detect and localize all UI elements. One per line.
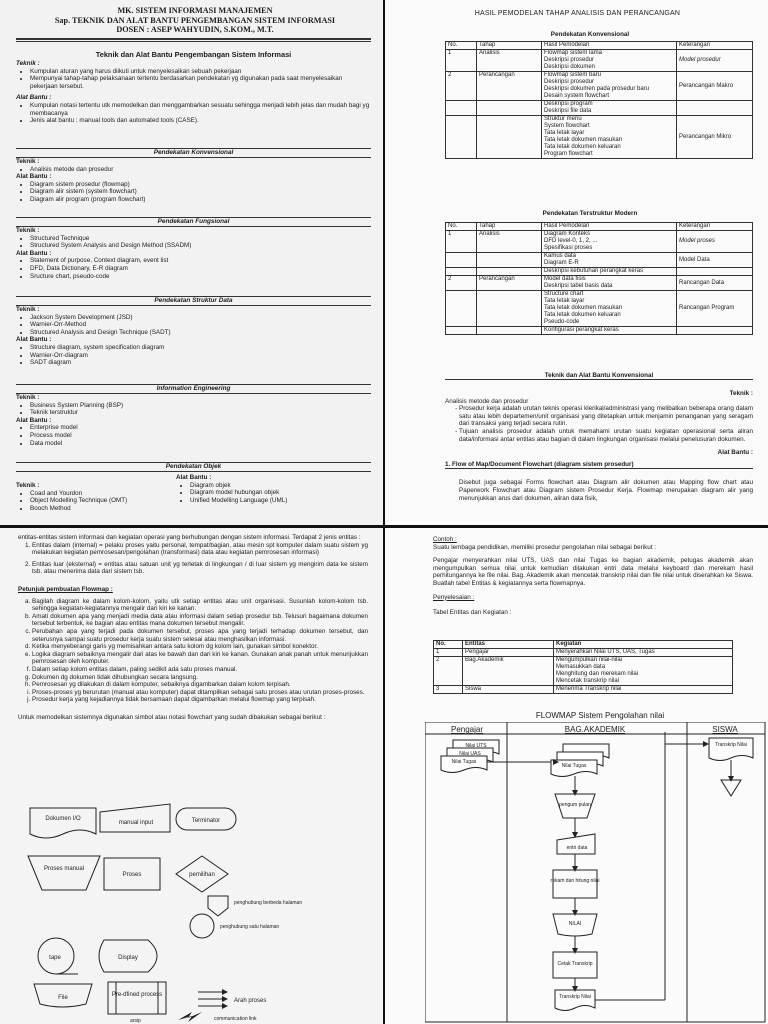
alat-label: Alat Bantu : (16, 94, 52, 102)
cell (542, 291, 677, 327)
cell: Menerima Transkrip nilai (554, 686, 733, 694)
list-item: j. Prosedur kerja yang kejadiannya tidak bersamaan dapat digambarkan melalui flowmap yang terpisah. (32, 696, 368, 704)
teknik-intro: Analisis metode dan prosedur (445, 397, 529, 405)
cell (477, 116, 542, 159)
header-line-3: DOSEN : ASEP WAHYUDIN, S.KOM., M.T. (116, 25, 274, 34)
step-label: entri data (566, 845, 588, 851)
manual-process-symbol (28, 856, 100, 890)
list-item: a. Bagilah diagram ke dalam kolom-kolom, yaitu utk setiap entitas atau unit organisasi. Susunlah kolom-kolom tsb. sehingga kegiatan-kegiatannya mengalir dari kiri ke kanan. (32, 598, 368, 613)
table-row (446, 116, 753, 159)
alat-label: Alat Bantu : (16, 416, 52, 424)
intro-text: entitas-entitas sistem informasi dan kegiatan operasi yang berhubungan dengan sistem informasi. Terdapat 2 jenis entitas : (18, 534, 361, 541)
step-label: Cetak Transkrip (557, 961, 593, 967)
header-line-2: Sap. TEKNIK DAN ALAT BANTU PENGEMBANGAN SISTEM INFORMASI (54, 15, 336, 25)
table-terstruktur (445, 222, 753, 335)
cell-line: Deskripsi file data (544, 108, 592, 114)
cell-line: Struktur menu (544, 116, 582, 122)
doc-label: Nilai Tugas (451, 759, 477, 765)
section-information-engineering (16, 384, 371, 447)
symbol-label: Pre-dfined process (111, 992, 163, 998)
cell-line: Kamus data (544, 253, 577, 259)
manual-input-symbol (100, 804, 170, 832)
header-rule-2 (16, 41, 371, 42)
arrow-head (222, 989, 228, 995)
symbol-label: pemilihan (189, 872, 215, 878)
step-label: rekam dan hitung nilai (550, 878, 600, 884)
table-row (446, 291, 753, 327)
cell (477, 253, 542, 268)
list-item: • DFD, Data Dictionary, E-R diagram (30, 265, 371, 273)
cell: Menyerahkan Nilai UTS, UAS, Tugas (554, 649, 733, 657)
arrow-head (728, 776, 734, 782)
cell-line: Model data fisis (544, 276, 586, 282)
col-header: No. (446, 42, 477, 50)
section-title: Teknik dan Alat Bantu Konvensional (445, 372, 753, 380)
arrow-head (572, 910, 578, 916)
cell: Rancangan Data (677, 276, 753, 291)
cell: Perancangan Mikro (677, 116, 753, 159)
cell (446, 101, 477, 116)
contoh-block (433, 536, 753, 617)
cell-line: Deskripsi prosedur (544, 79, 595, 85)
list-item: 1. Entitas dalam (internal) = pelaku proses yaitu personal, tempat/bagian, atau mesin spt komputer dalam suatu sistem yg melakukan kegiatan pemrosesan/pengolahan (transformasi) data atau kegiatan pemrosesan informasi) (32, 542, 368, 557)
section-title: Pendekatan Objek (16, 462, 371, 472)
page-bottom-left (0, 528, 383, 1024)
section-objek (16, 462, 371, 512)
alat-label: Alat Bantu : (717, 449, 753, 457)
list-item: • Mempunyai tahap-tahap pelaksanaan tertentu berdasarkan pendekatan yg digunakan pada saat menyelesaikan pekerjaan tersebut. (30, 75, 371, 90)
arrow-head (572, 790, 578, 796)
lane-label: SISWA (712, 725, 738, 734)
cell: 1 (446, 231, 477, 253)
teknik-label: Teknik : (16, 227, 40, 234)
table-row (434, 657, 733, 686)
list-item: • Jenis alat bantu : manual tools dan automated tools (CASE). (30, 117, 371, 125)
table-header-row (446, 42, 753, 50)
cell-line: Tata letak dokumen masukan (544, 137, 623, 143)
entitas-table (433, 640, 733, 694)
lane-label: BAG.AKADEMIK (564, 725, 626, 734)
cell (446, 327, 477, 335)
cell: 1 (446, 50, 477, 72)
list-item: • Warnier-Orr-Method (30, 321, 371, 329)
lightning-icon (178, 1012, 202, 1022)
list-item: • Kumpulan notasi tertentu utk memodelkan dan menggambarkan sesuatu sehingga menjadi lebih jelas dan mudah bagi yg membacanya (30, 102, 371, 117)
teknik-label: Teknik : (729, 390, 753, 397)
cell (554, 657, 733, 686)
list-item: • SADT diagram (30, 359, 371, 367)
step-label: pengum pulan (559, 802, 591, 808)
cell-line: Desain system flowchart (544, 93, 610, 99)
list-item: • Diagram sistem prosedur (flowmap) (30, 181, 371, 189)
cell (542, 231, 677, 253)
section-title: Pendekatan Konvensional (16, 148, 371, 158)
cell (542, 116, 677, 159)
table-row (446, 327, 753, 335)
table-row (446, 72, 753, 101)
cell-line: Diagram E-R (544, 260, 579, 266)
cell-line: Deskripsi program (544, 101, 593, 107)
cell (446, 291, 477, 327)
cell: Rancangan Program (677, 291, 753, 327)
contoh-paragraph: Pengajar menyerahkan nilai UTS, UAS dan nilai Tugas ke bagian akademik, petugas akademik akan mengumpulkan semua nilai untuk kemudian dilakukan entri data melalui keyboard dan merekam hasil perhitungannya ke file nilai. Bag. Akademik akan mencetak transkrip nilai dan file nilai untuk diserahkan ke Siswa. Buatlah tabel Entitas & kegiatannya serta flowmapnya. (433, 557, 753, 587)
cell-line: Spesifikasi proses (544, 245, 593, 251)
petunjuk-title: Petunjuk pembuatan Flowmap : (18, 585, 113, 593)
teknik-label: Teknik : (16, 394, 40, 401)
cell: Model proses (677, 231, 753, 253)
table-header-row (446, 223, 753, 231)
cell: Perancangan (477, 72, 542, 101)
list-item: - Tujuan analisis prosedur adalah untuk memahami urutan suatu kegiatan operasional serta aliran data/informasi antar entitas atau bagian di dalam lingkungan organisasi melalui penelusuran dokumen. (459, 428, 753, 443)
vertical-divider (383, 0, 385, 1024)
cell-line: Pseudo-code (544, 319, 580, 325)
table-row (446, 268, 753, 276)
col-header: No. (434, 641, 463, 649)
cell-line: Tata letak layar (544, 130, 585, 136)
cell: Perancangan Makro (677, 72, 753, 101)
list-item: • Coad and Yourdon (30, 490, 176, 498)
symbol-label: Dokumen I/O (45, 816, 81, 822)
table-header-row (434, 641, 733, 649)
symbol-label: manual input (118, 820, 154, 826)
col-header: Keterangan (677, 223, 753, 231)
cell (542, 72, 677, 101)
section-title: Pendekatan Struktur Data (16, 296, 371, 306)
flowchart-symbols (0, 796, 383, 1024)
arrow-head (572, 866, 578, 872)
list-item: • Data model (30, 440, 371, 448)
list-item: • Process model (30, 432, 371, 440)
teknik-label: Teknik : (16, 306, 40, 313)
alat-label: Alat Bantu : (176, 474, 212, 481)
symbol-label: communication link (214, 1016, 257, 1022)
flow-text: Disebut juga sebagai Forms flowchart atau Diagram alir dokumen atau Mapping flow chart atau Paperwork Flowchart atau Diagram sistem Prosedur Kerja. Flowmap merupakan diagram alir yang menunjukkan arus dari dokumen, aliran data fisik, (459, 479, 753, 502)
symbol-label: Terminator (191, 818, 221, 824)
contoh-text: Suatu lembaga pendidikan, memiliki prosedur pengolahan nilai sebagai berikut : (433, 543, 656, 551)
table-title: Pendekatan Terstruktur Modern (542, 210, 638, 217)
doc-label: Nilai UAS (459, 751, 481, 757)
offpage-connector-symbol (208, 896, 228, 916)
list-item: c. Perubahan apa yang terjadi pada dokumen tersebut, proses apa yang terjadi terhadap dokumen tersebut, dan seterusnya sampai suatu prosedur kerja suatu sistem selesai atau menghasilkan informasi. (32, 628, 368, 643)
list-item: • Analisis metode dan prosedur (30, 166, 371, 174)
section-struktur-data (16, 296, 371, 367)
page-top-right (385, 0, 768, 525)
horizontal-divider (0, 525, 768, 528)
list-item: g. Dokumen dg dokumen tidak dihubungkan secara langsung. (32, 674, 368, 682)
list-item: • Structured Analysis and Design Technique (SADT) (30, 329, 371, 337)
step-label: Transkrip Nilai (559, 994, 591, 1000)
teknik-block (445, 390, 753, 502)
cell-line: Diagram Konteks (544, 231, 591, 237)
flowmap-title: FLOWMAP Sistem Pengolahan nilai (535, 711, 665, 720)
symbol-label: Proses (122, 872, 142, 878)
page-header (20, 6, 370, 35)
alat-label: Alat Bantu : (16, 173, 52, 181)
col-header: Hasil Pemodelan (542, 223, 677, 231)
cell-line: Tata letak dokumen keluaran (544, 144, 621, 150)
cell: Bag.Akademik (463, 657, 554, 686)
onpage-connector-symbol (190, 914, 214, 938)
table-row (446, 231, 753, 253)
table-title: Tabel Entitas dan Kegiatan : (433, 609, 512, 617)
list-item: • Structured Technique (30, 235, 371, 243)
alat-label: Alat Bantu : (16, 336, 52, 344)
col-header: Kegiatan (554, 641, 733, 649)
cell (677, 101, 753, 116)
symbol-label: Proses manual (43, 866, 85, 872)
list-item: • Diagram objek (190, 482, 366, 490)
page-bottom-right (385, 528, 768, 1024)
list-item: e. Logika diagram sebaiknya mengalir dari atas ke bawah dan dari kiri ke kanan. Gunakan anak panah untuk menunjukkan pemrosesan oleh komputer. (32, 651, 368, 666)
contoh-label: Contoh : (433, 536, 457, 543)
teknik-list (16, 68, 371, 91)
flow-title: 1. Flow of Map/Document Flowchart (diagram sistem prosedur) (445, 461, 753, 470)
alat-list (16, 102, 371, 125)
list-item: • Sructure chart, pseudo-code (30, 273, 371, 281)
cell-line: Mencetak transkrip nilai (556, 678, 620, 684)
penyelesaian-label: Penyelesaian : (433, 593, 475, 601)
section-fungsional (16, 217, 371, 280)
list-item: • Enterprise model (30, 424, 371, 432)
cell: 1 (434, 649, 463, 657)
cell-line: Deskripsi dokumen pada prosedur baru (544, 86, 650, 92)
list-item: 2. Entitas luar (eksternal) = entitas atau satuan unit yg terletak di lingkungan / di luar sistem yg mengirim data ke sistem tsb. atau menerima data dari sistem tsb. (32, 561, 368, 576)
symbol-label: Display (118, 955, 138, 961)
cell: Perancangan (477, 276, 542, 291)
list-item: b. Amati dokumen apa yang menjadi media data atau informasi dalam setiap prosedur tsb. Telusuri bagaimana dokumen tersebut terbentuk, ke bagian atau entitas mana dokumen tersebut mengalir. (32, 613, 368, 628)
cell: Analisis (477, 50, 542, 72)
cell: 2 (434, 657, 463, 686)
entitas-block (18, 534, 368, 721)
doc-label: Nilai UTS (465, 743, 487, 749)
cell: Model prosedur (677, 50, 753, 72)
list-item: h. Pemrosesan yg dilakukan di dalam komputer, sebaiknya digambarkan dalam kolom terpisah. (32, 681, 368, 689)
cell (446, 268, 477, 276)
table-row (434, 686, 733, 694)
list-item: • Teknik terstruktur (30, 409, 371, 417)
manual-input-entri (557, 834, 595, 854)
section-title: Pendekatan Fungsional (16, 217, 371, 227)
cell: Pengajar (463, 649, 554, 657)
arrow-head (572, 948, 578, 954)
doc-label: Nilai Tugas (561, 763, 587, 769)
symbol-label: penghubung satu halaman (220, 924, 280, 930)
process-rekam (553, 870, 597, 898)
lane-label: Pengajar (450, 725, 484, 734)
list-item: i. Proses-proses yg berurutan (manual atau komputer) dapat ditampilkan sebagai satu proses atau urutan proses-proses. (32, 689, 368, 697)
symbol-label: File (58, 995, 68, 1001)
cell: Siswa (463, 686, 554, 694)
list-item: • Jackson System Development (JSD) (30, 314, 371, 322)
teknik-label: Teknik : (16, 482, 40, 489)
cell-line: Deskripsi tabel basis data (544, 283, 613, 289)
list-item: - Prosedur kerja adalah urutan teknis operasi klerikal/administrasi yang melibatkan beberapa orang dalam satu atau lebih departemen/unit organisasi yang ditetapkan untuk menjamin penanganan yang seragam dari transaksi yang terjadi secara rutin. (459, 405, 753, 428)
symbol-label: arsip (130, 1018, 141, 1024)
cell (477, 327, 542, 335)
table-row (446, 253, 753, 268)
page-top-left (0, 0, 383, 525)
symbol-label: Arah proses (234, 998, 267, 1004)
col-header: Tahap (477, 223, 542, 231)
cell (477, 268, 542, 276)
col-header: Tahap (477, 42, 542, 50)
cell-line: Tata letak layar (544, 298, 585, 304)
symbol-label: tape (49, 955, 61, 961)
predefined-process-symbol (108, 982, 166, 1014)
list-item: f. Dalam setiap kolom entitas dalam, paling sedikit ada satu proses manual. (32, 666, 368, 674)
cell-line: Menghitung dan merekam nilai (556, 671, 639, 677)
alat-label: Alat Bantu : (16, 249, 52, 257)
table-row (434, 649, 733, 657)
arrow-head (703, 741, 709, 747)
cell-line: Tata letak dokumen masukan (544, 305, 623, 311)
teknik-label: Teknik : (16, 158, 40, 165)
col-header: No. (446, 223, 477, 231)
doc-label: Transkrip Nilai (715, 742, 747, 748)
simbol-intro: Untuk memodelkan sistemnya digunakan simbol atau notasi flowchart yang sudah dibakukan sebagai berikut : (18, 713, 326, 721)
cell-line: Tata letak dokumen keluaran (544, 312, 621, 318)
table-row (446, 50, 753, 72)
cell: Konfigurasi perangkat keras (542, 327, 677, 335)
list-item: • Structure diagram, system specification diagram (30, 344, 371, 352)
cell-line: Structure chart (544, 291, 584, 297)
cell-line: Mengumpulkan nilai-nilai (556, 657, 623, 663)
cell: 2 (446, 276, 477, 291)
table-row (446, 276, 753, 291)
cell-line: Deskripsi dokumen (544, 64, 596, 70)
cell: 2 (446, 72, 477, 101)
cell: Deskripsi kebutuhan perangkat keras (542, 268, 677, 276)
list-item: • Diagram model hubungan objek (190, 489, 366, 497)
section-konvensional (16, 148, 371, 204)
col-header: Entitas (463, 641, 554, 649)
cell-line: DFD level-0, 1, 2, ... (544, 238, 598, 244)
list-item: • Diagram alir program (program flowchart) (30, 196, 371, 204)
cell (477, 101, 542, 116)
page-header: HASIL PEMODELAN TAHAP ANALISIS DAN PERANCANGAN (474, 10, 681, 17)
page-title: Teknik dan Alat Bantu Pengembangan Sistem Informasi (95, 50, 292, 59)
cell (446, 253, 477, 268)
symbol-label: penghubung berbeda halaman (234, 900, 303, 906)
cell: 3 (434, 686, 463, 694)
list-item: • Object Modelling Technique (OMT) (30, 497, 176, 505)
table-title: Pendekatan Konvensional (550, 31, 630, 38)
step-label: NILAI (568, 921, 582, 927)
list-item: • Structured System Analysis and Design Method (SSADM) (30, 242, 371, 250)
cell (542, 101, 677, 116)
list-item: • Kumpulan aturan yang harus diikuti untuk menyelesaikan sebuah pekerjaan (30, 68, 371, 76)
cell: Analisis (477, 231, 542, 253)
document-symbol (30, 808, 96, 838)
cell: Model Data (677, 253, 753, 268)
section-title: Information Engineering (16, 384, 371, 394)
table-konvensional (445, 41, 753, 159)
table-row (446, 101, 753, 116)
list-item: d. Ketika menyeberangi garis yg memisahkan antara satu kolom dg kolom lain, gunakan simbol konektor. (32, 643, 368, 651)
cell (677, 268, 753, 276)
cell-line: System flowchart (544, 123, 590, 129)
cell-line: Deskripsi prosedur (544, 57, 595, 63)
list-item: • Warnier-Orr-diagram (30, 352, 371, 360)
cell (477, 291, 542, 327)
list-item: • Statement of purpose, Context diagram, event list (30, 257, 371, 265)
intro-block (16, 60, 371, 125)
list-item: • Unified Modelling Language (UML) (190, 497, 366, 505)
col-header: Hasil Pemodelan (542, 42, 677, 50)
cell (542, 276, 677, 291)
list-item: • Booch Method (30, 505, 176, 513)
arrow-head (222, 996, 228, 1002)
cell (542, 50, 677, 72)
col-header: Keterangan (677, 42, 753, 50)
arrow-head (222, 1003, 228, 1009)
flowmap-diagram (425, 722, 768, 1024)
list-item: • Business System Planning (BSP) (30, 402, 371, 410)
cell-line: Flowmap sistem baru (544, 72, 602, 78)
list-item: • Diagram alir sistem (system flowchart) (30, 188, 371, 196)
cell (542, 253, 677, 268)
cell (677, 327, 753, 335)
teknik-label: Teknik : (16, 60, 40, 67)
arrow-head (572, 986, 578, 992)
header-line-1: MK. SISTEM INFORMASI MANAJEMEN (117, 6, 273, 15)
archive-symbol (721, 780, 741, 796)
header-rule (16, 38, 371, 40)
cell-line: Flowmap sistem lama (544, 50, 603, 56)
cell-line: Memasukkan data (556, 664, 606, 670)
cell-line: Program flowchart (544, 151, 593, 157)
cell (446, 116, 477, 159)
